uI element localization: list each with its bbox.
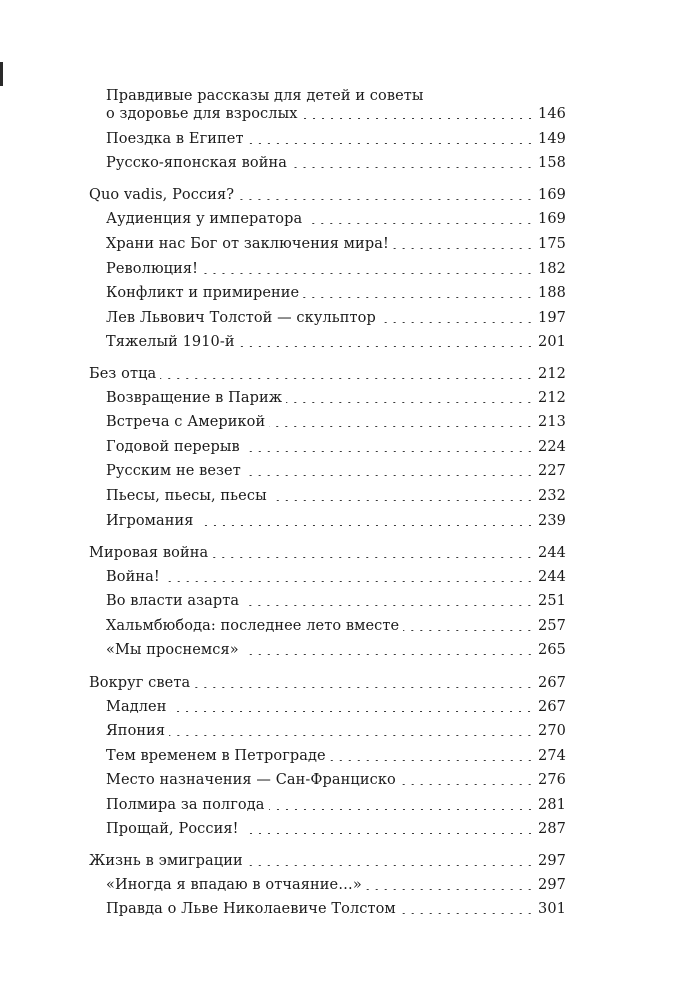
toc-entry-title: Война! <box>106 569 160 585</box>
toc-page-number: 182 <box>538 261 566 277</box>
dot-leader <box>330 760 534 761</box>
toc-entry-title: Правда о Льве Николаевиче Толстом <box>106 901 396 917</box>
toc-entry[interactable] <box>106 211 566 228</box>
dot-leader <box>212 557 534 558</box>
toc-entry-title: Тем временем в Петрограде <box>106 748 326 764</box>
dot-leader <box>306 223 534 224</box>
toc-page-number: 265 <box>538 642 566 658</box>
toc-page-number: 257 <box>538 618 566 634</box>
toc-page-number: 270 <box>538 723 566 739</box>
toc-entry[interactable] <box>106 236 566 253</box>
toc-page-number: 244 <box>538 569 566 585</box>
toc-page-number: 251 <box>538 593 566 609</box>
dot-leader <box>393 248 534 249</box>
dot-leader <box>164 581 534 582</box>
toc-page-number: 267 <box>538 699 566 715</box>
toc-entry[interactable] <box>106 285 566 302</box>
dot-leader <box>198 525 534 526</box>
toc-page-number: 212 <box>538 366 566 382</box>
toc-entry-title: Русским не везет <box>106 463 241 479</box>
toc-entry[interactable] <box>106 618 566 635</box>
toc-page-number: 297 <box>538 853 566 869</box>
toc-entry[interactable] <box>106 439 566 456</box>
toc-entry[interactable] <box>106 569 566 586</box>
toc-entry[interactable] <box>106 901 566 918</box>
toc-entry-title: Прощай, Россия! <box>106 821 239 837</box>
dot-leader <box>400 784 534 785</box>
toc-page-number: 149 <box>538 131 566 147</box>
toc-entry[interactable] <box>106 723 566 740</box>
toc-page-number: 274 <box>538 748 566 764</box>
toc-continuation-line <box>106 88 566 105</box>
toc-page-number: 169 <box>538 187 566 203</box>
toc-section[interactable] <box>89 366 566 383</box>
toc-entry[interactable] <box>106 106 566 123</box>
toc-page-number: 224 <box>538 439 566 455</box>
toc-entry[interactable] <box>106 513 566 530</box>
toc-page-number: 287 <box>538 821 566 837</box>
toc-section-title: Без отца <box>89 366 157 382</box>
toc-page-number: 297 <box>538 877 566 893</box>
toc-page-number: 239 <box>538 513 566 529</box>
toc-entry[interactable] <box>106 463 566 480</box>
dot-leader <box>303 297 534 298</box>
dot-leader <box>271 500 534 501</box>
dot-leader <box>245 475 534 476</box>
toc-entry[interactable] <box>106 593 566 610</box>
dot-leader <box>239 346 534 347</box>
toc-entry-title: о здоровье для взрослых <box>106 106 298 122</box>
dot-leader <box>302 118 535 119</box>
toc-section-title: Жизнь в эмиграции <box>89 853 243 869</box>
toc-entry[interactable] <box>106 261 566 278</box>
toc-entry[interactable] <box>106 748 566 765</box>
dot-leader <box>380 322 534 323</box>
dot-leader <box>244 451 534 452</box>
toc-entry-title: Во власти азарта <box>106 593 240 609</box>
dot-leader <box>366 889 534 890</box>
toc-entry-title: Годовой перерыв <box>106 439 240 455</box>
toc-section-title: Вокруг света <box>89 675 191 691</box>
toc-page-number: 301 <box>538 901 566 917</box>
toc-entry-title: Встреча с Америкой <box>106 414 266 430</box>
toc-page-number: 227 <box>538 463 566 479</box>
toc-entry[interactable] <box>106 334 566 351</box>
toc-page-number: 244 <box>538 545 566 561</box>
dot-leader <box>403 630 534 631</box>
toc-page-number: 197 <box>538 310 566 326</box>
toc-entry-title: Храни нас Бог от заключения мира! <box>106 236 389 252</box>
toc-entry-title: Конфликт и примирение <box>106 285 300 301</box>
toc-page-number: 267 <box>538 675 566 691</box>
dot-leader <box>202 273 534 274</box>
toc-page-number: 146 <box>538 106 566 122</box>
toc-page-number: 276 <box>538 772 566 788</box>
toc-entry[interactable] <box>106 797 566 814</box>
toc-entry-title: Русско-японская война <box>106 155 287 171</box>
toc-section[interactable] <box>89 187 566 204</box>
toc-page-number: 213 <box>538 414 566 430</box>
toc-page-number: 158 <box>538 155 566 171</box>
toc-entry-title: Революция! <box>106 261 199 277</box>
toc-section[interactable] <box>89 545 566 562</box>
toc-page-number: 201 <box>538 334 566 350</box>
toc-page-number: 169 <box>538 211 566 227</box>
toc-entry-title: Хальмбюбода: последнее лето вместе <box>106 618 400 634</box>
toc-entry[interactable] <box>106 699 566 716</box>
toc-page-number: 281 <box>538 797 566 813</box>
toc-section-title: Quo vadis, Россия? <box>89 187 235 203</box>
dot-leader <box>269 426 534 427</box>
toc-entry-title: Полмира за полгода <box>106 797 265 813</box>
toc-entry-title: Тяжелый 1910-й <box>106 334 235 350</box>
toc-entry-title: Поездка в Египет <box>106 131 244 147</box>
toc-section[interactable] <box>89 853 566 870</box>
toc-entry[interactable] <box>106 155 566 172</box>
toc-entry[interactable] <box>106 310 566 327</box>
dot-leader <box>238 199 534 200</box>
toc-entry-title: Аудиенция у императора <box>106 211 303 227</box>
toc-page-number: 212 <box>538 390 566 406</box>
dot-leader <box>160 378 534 379</box>
toc-entry-title: «Иногда я впадаю в отчаяние…» <box>106 877 362 893</box>
toc-page-number: 232 <box>538 488 566 504</box>
dot-leader <box>243 833 534 834</box>
toc-entry-title: Пьесы, пьесы, пьесы <box>106 488 267 504</box>
dot-leader <box>400 913 534 914</box>
toc-page-number: 188 <box>538 285 566 301</box>
toc-entry-title: «Мы проснемся» <box>106 642 239 658</box>
toc-entry[interactable] <box>106 414 566 431</box>
toc-section[interactable] <box>89 675 566 692</box>
dot-leader <box>243 605 534 606</box>
toc-entry[interactable] <box>106 131 566 148</box>
toc-entry-title: Игромания <box>106 513 194 529</box>
toc-section-title: Мировая война <box>89 545 209 561</box>
dot-leader <box>248 143 534 144</box>
toc-entry-title: Возвращение в Париж <box>106 390 283 406</box>
toc-entry[interactable] <box>106 821 566 838</box>
toc-entry-title: Правдивые рассказы для детей и советы <box>106 88 424 104</box>
toc-entry[interactable] <box>106 877 566 894</box>
toc-entry-title: Место назначения — Сан-Франциско <box>106 772 396 788</box>
toc-entry[interactable] <box>106 488 566 505</box>
dot-leader <box>169 735 534 736</box>
toc-entry-title: Мадлен <box>106 699 167 715</box>
dot-leader <box>194 687 534 688</box>
toc-entry-title: Лев Львович Толстой — скульптор <box>106 310 376 326</box>
toc-entry[interactable] <box>106 390 566 407</box>
dot-leader <box>269 809 534 810</box>
toc-page-number: 175 <box>538 236 566 252</box>
toc-entry[interactable] <box>106 772 566 789</box>
dot-leader <box>291 167 534 168</box>
toc-entry[interactable] <box>106 642 566 659</box>
dot-leader <box>170 711 534 712</box>
dot-leader <box>286 402 534 403</box>
dot-leader <box>243 654 534 655</box>
toc-entry-title: Япония <box>106 723 166 739</box>
dot-leader <box>247 865 534 866</box>
